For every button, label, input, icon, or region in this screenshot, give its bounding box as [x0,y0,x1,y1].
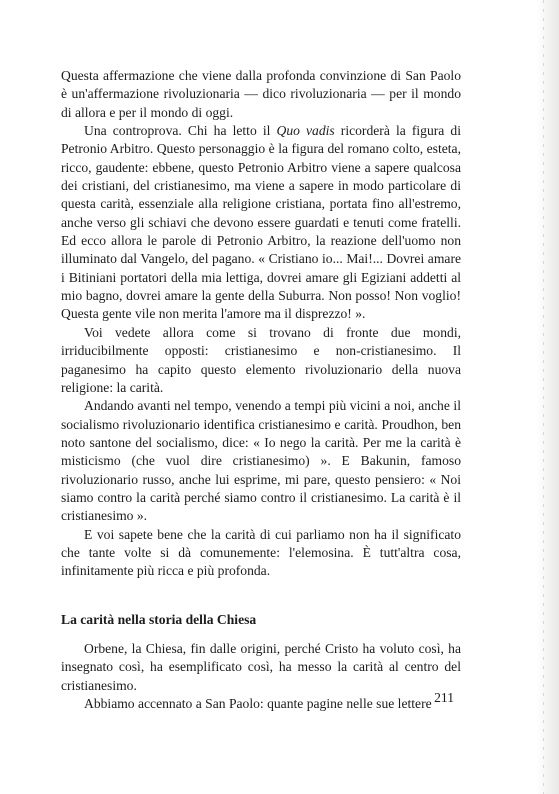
paragraph-2-rest: ricorderà la figura di Petronio Arbitro. Questo personaggio è la figura del romano colto, esteta, ricco, gaudente: ebbene, questo Petronio Arbitro viene a sapere qualcosa dei cristiani, del cristianesimo, ma viene a sapere in modo particolare di questa carità, essenziale alla religione cristiana, portata fino all'estremo, anche verso gli schiavi che devono essere guardati e tenuti come fratelli. Ed ecco allora le parole di Petronio Arbitro, la reazione dell'uomo non illuminato dal Vangelo, del pagano. « Cristiano io... Mai!... Dovrei amare i Bitiniani portatori della mia lettiga, dovrei amare gli Egiziani addetti al mio bagno, dovrei amare la gente della Suburra. Non posso! Non voglio! Questa gente vile non merita l'amore ma il disprezzo! ». [61,123,461,322]
section-paragraph-2: Abbiamo accennato a San Paolo: quante pagine nelle sue lettere [84,696,432,711]
paragraph-2 [61,122,461,324]
paragraph-3: Voi vedete allora come si trovano di fronte due mondi, irriducibilmente opposti: cristianesimo e non-cristianesimo. Il paganesimo ha capito questo elemento rivoluzionario della nuova religione: la carità. [61,324,461,395]
section-heading: La carità nella storia della Chiesa [61,611,257,627]
section-paragraph-1: Orbene, la Chiesa, fin dalle origini, perché Cristo ha voluto così, ha insegnato così, ha esemplificato così, ha messo la carità al centro del cristianesimo. [61,640,461,693]
paragraph-2-lead: Una controprova. Chi ha letto il [84,123,277,139]
paragraph-1: Questa affermazione che viene dalla profonda convinzione di San Paolo è un'affermazione rivoluzionaria — dico rivoluzionaria — per il mondo di allora e per il mondo di oggi. [61,68,461,120]
page-edge [537,0,559,794]
page-body [61,67,461,713]
paragraph-4: Andando avanti nel tempo, venendo a tempi più vicini a noi, anche il socialismo rivoluzionario identifica cristianesimo e carità. Proudhon, ben noto santone del socialismo, dice: « Io nego la carità. Per me la carità è misticismo (che vuol dire cristianesimo) ». E Bakunin, famoso rivoluzionario russo, anche lui esprime, mi pare, questo pensiero: « Noi siamo contro la carità perché siamo contro il cristianesimo. La carità è il cristianesimo ». [61,398,461,524]
page-number: 211 [434,690,454,705]
paragraph-5: E voi sapete bene che la carità di cui parliamo non ha il significato che tante volte si dà comunemente: l'elemosina. È tutt'altra cosa, infinitamente più ricca e più profonda. [61,526,461,579]
book-title-quo-vadis: Quo vadis [276,123,335,139]
